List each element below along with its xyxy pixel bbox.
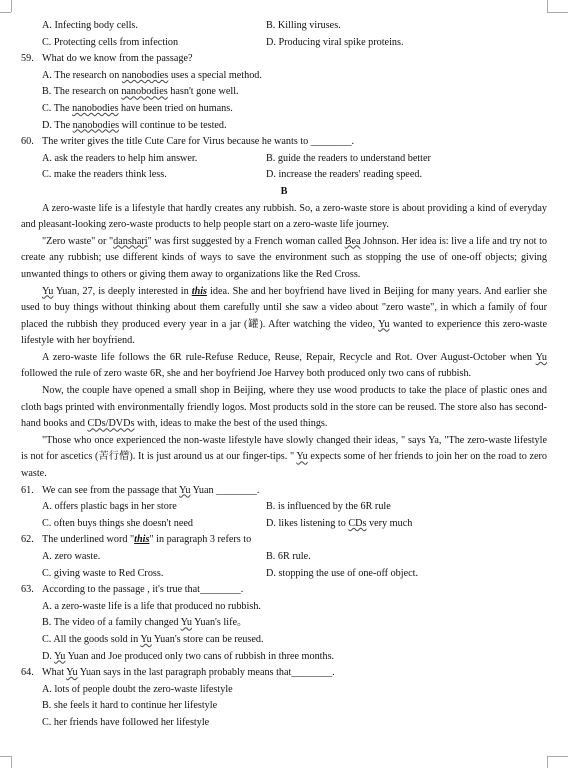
q59-b-post: hasn't gone well. <box>167 86 239 98</box>
p3-b: idea. She and her boyfriend have lived in Beijing for many years. And earlier she used to buy things without thinking about them carefully until she saw a video about "zero waste", in which a family of four placed the rubbish they produced every year in a jar (罐). After watching the video, <box>21 285 547 330</box>
p6-b: expects some of her friends to join her on the road to zero waste. <box>21 451 547 480</box>
q59-option-c <box>21 101 547 118</box>
q63-b-b: Yuan's life。 <box>191 617 248 629</box>
q59-d-word: nanobodies <box>72 119 120 131</box>
q58-options-row2 <box>21 35 547 52</box>
p3-this-underlined: this <box>191 285 208 297</box>
q61-stem <box>21 483 547 500</box>
q58-option-a: A. Infecting body cells. <box>42 20 138 31</box>
q63-d-yu: Yu <box>54 650 66 662</box>
q59-c-pre: C. The <box>42 102 73 114</box>
q60-option-d: D. increase the readers' reading speed. <box>266 169 422 181</box>
q61-option-a: A. offers plastic bags in her store <box>42 501 177 513</box>
q58-option-c: C. Protecting cells from infection <box>42 36 179 48</box>
q63-option-d <box>21 649 547 666</box>
q63-b-a: B. The video of a family changed <box>42 617 181 629</box>
q64-stem-b: Yuan says in the last paragraph probably means that________. <box>77 667 335 679</box>
q62-option-c: C. giving waste to Red Cross. <box>42 567 164 579</box>
q60-option-b: B. guide the readers to understand better <box>266 152 431 164</box>
crop-mark-bottom-right <box>547 756 568 757</box>
q58-options-row1 <box>21 18 547 35</box>
p4-a: A zero-waste life follows the 6R rule-Refuse Reduce, Reuse, Repair, Recycle and Rot. Over August-October when <box>42 351 536 363</box>
q61-stem-b: Yuan ________. <box>190 484 260 496</box>
crop-mark-bottom-right-v <box>547 756 548 768</box>
p3-yu-1: Yu <box>42 285 54 297</box>
crop-mark-top-right <box>547 12 568 13</box>
q63-number: 63. <box>21 584 34 596</box>
q64-option-a: A. lots of people doubt the zero-waste lifestyle <box>42 683 233 695</box>
section-heading-b: B <box>280 185 288 197</box>
p5-a: Now, the couple have opened a small shop in Beijing, where they use wood products to take the place of plastic ones and cloth bags printed with environmentally friendly logos. Most products sold in the store can be reused. The store also has second-hand books and <box>21 385 547 430</box>
q59-b-word: nanobodies <box>121 86 168 98</box>
q62-option-b: B. 6R rule. <box>266 551 311 562</box>
q61-option-b: B. is influenced by the 6R rule <box>266 501 391 513</box>
passage-paragraph-6 <box>21 433 547 483</box>
p3-a: Yuan, 27, is deeply interested in <box>53 285 192 297</box>
q60-number: 60. <box>21 136 34 148</box>
q61-stem-a: We can see from the passage that <box>42 484 180 496</box>
p2-a: "Zero waste" or " <box>42 235 114 247</box>
q63-option-a: A. a zero-waste life is a life that produced no rubbish. <box>42 600 261 612</box>
q64-stem-a: What <box>42 667 67 679</box>
q63-c-b: Yuan's store can be reused. <box>151 633 264 645</box>
q61-option-c: C. often buys things she doesn't need <box>42 517 193 529</box>
q62-stem-a: The underlined word " <box>42 534 135 546</box>
q59-option-d <box>21 118 547 135</box>
q59-stem <box>21 51 547 68</box>
q62-number: 62. <box>21 534 34 546</box>
q60-stem <box>21 134 547 151</box>
passage-paragraph-3 <box>21 284 547 350</box>
q61-stem-yu: Yu <box>179 484 191 496</box>
q64-number: 64. <box>21 667 34 679</box>
q59-b-pre: B. The research on <box>42 86 122 98</box>
q62-stem-b: " in paragraph 3 refers to <box>149 534 252 546</box>
q63-option-b <box>21 615 547 632</box>
passage-paragraph-1: A zero-waste life is a lifestyle that hardly creates any rubbish. So, a zero-waste store is about providing a kind of everyday and pleasant-looking zero-waste products to help people start on a zero-waste life journey. <box>21 202 547 231</box>
crop-mark-top-right-v <box>547 0 548 12</box>
crop-mark-bottom-left <box>0 756 11 757</box>
passage-paragraph-5 <box>21 383 547 433</box>
p6-a: "Those who once experienced the non-waste lifestyle have slowly changed their ideas, " says Ya, "The zero-waste lifestyle is not for ascetics (苦行僧). It is just around us at our finger-tips. " <box>21 434 547 463</box>
p6-yu: Yu <box>296 451 308 463</box>
q58-option-d: D. Producing viral spike proteins. <box>266 36 404 48</box>
q64-option-b: B. she feels it hard to continue her lifestyle <box>42 700 218 712</box>
q61-options-row1 <box>21 499 547 516</box>
q59-number: 59. <box>21 53 34 65</box>
q59-option-b <box>21 84 547 101</box>
q63-stem <box>21 582 547 599</box>
passage-paragraph-4 <box>21 350 547 383</box>
q60-option-c: C. make the readers think less. <box>42 169 167 181</box>
q59-d-post: will continue to be tested. <box>119 119 227 131</box>
p2-name-bea: Bea <box>344 235 361 247</box>
q63-b-yu: Yu <box>180 617 192 629</box>
q62-option-a: A. zero waste. <box>42 551 101 562</box>
q64-option-c: C. her friends have followed her lifestyle <box>42 716 210 728</box>
q61-options-row2 <box>21 516 547 533</box>
p5-cds-dvds: CDs/DVDs <box>87 418 135 430</box>
q59-a-post: uses a special method. <box>168 69 262 81</box>
q63-c-a: C. All the goods sold in <box>42 633 141 645</box>
q62-option-d: D. stopping the use of one-off object. <box>266 567 419 579</box>
q62-stem <box>21 532 547 549</box>
q61-option-d <box>266 516 412 533</box>
q63-d-b: Yuan and Joe produced only two cans of rubbish in three months. <box>65 650 335 662</box>
q60-options-row1 <box>21 151 547 168</box>
q62-options-row2 <box>21 566 547 583</box>
q59-a-word: nanobodies <box>121 69 169 81</box>
q61-d-a: D. likes listening to <box>266 517 349 529</box>
q59-option-a <box>21 68 547 85</box>
p4-yu: Yu <box>535 351 547 363</box>
q59-d-pre: D. The <box>42 119 73 131</box>
q61-number: 61. <box>21 484 34 496</box>
q59-stem-text: What do we know from the passage? <box>42 53 193 65</box>
exam-content <box>21 18 547 732</box>
p5-b: with, ideas to make the best of the used things. <box>134 418 328 430</box>
p2-b: " was first suggested by a French woman called <box>147 235 345 247</box>
q60-stem-text: The writer gives the title Cute Care for Virus because he wants to ________. <box>42 136 355 148</box>
q60-options-row2 <box>21 167 547 184</box>
p3-yu-2: Yu <box>378 318 390 330</box>
p2-word-danshari: danshari <box>113 235 148 247</box>
q61-d-cds: CDs <box>348 517 367 529</box>
q61-d-b: very much <box>366 517 413 529</box>
q58-option-b: B. Killing viruses. <box>266 20 341 31</box>
crop-mark-top-left <box>0 12 11 13</box>
q59-c-post: have been tried on humans. <box>118 102 233 114</box>
q63-option-c <box>21 632 547 649</box>
q62-options-row1 <box>21 549 547 566</box>
crop-mark-bottom-left-v <box>11 756 12 768</box>
q60-option-a: A. ask the readers to help him answer. <box>42 152 198 164</box>
q59-c-word: nanobodies <box>72 102 119 114</box>
p2-c: Johnson. Her idea is: live a life and try not to create any rubbish; use different kinds of ways to save the environment such as stopping the use of one-off objects; giving unwanted things to others or giving them away to organizations like the Red Cross. <box>21 235 547 280</box>
p4-b: followed the rule of zero waste 6R, she and her boyfriend Joe Harvey both produced only two cans of rubbish. <box>21 368 472 380</box>
q64-stem <box>21 665 547 682</box>
p3-c: wanted to experience this zero-waste lifestyle with her boyfriend. <box>21 318 547 347</box>
q63-d-a: D. <box>42 650 55 662</box>
crop-mark-top-left-v <box>11 0 12 12</box>
q63-stem-text: According to the passage , it's true that________. <box>42 584 244 596</box>
passage-paragraph-2 <box>21 234 547 284</box>
q59-a-pre: A. The research on <box>42 69 122 81</box>
q63-c-yu: Yu <box>140 633 152 645</box>
q64-stem-yu: Yu <box>66 667 78 679</box>
q62-stem-word: this <box>134 534 150 546</box>
